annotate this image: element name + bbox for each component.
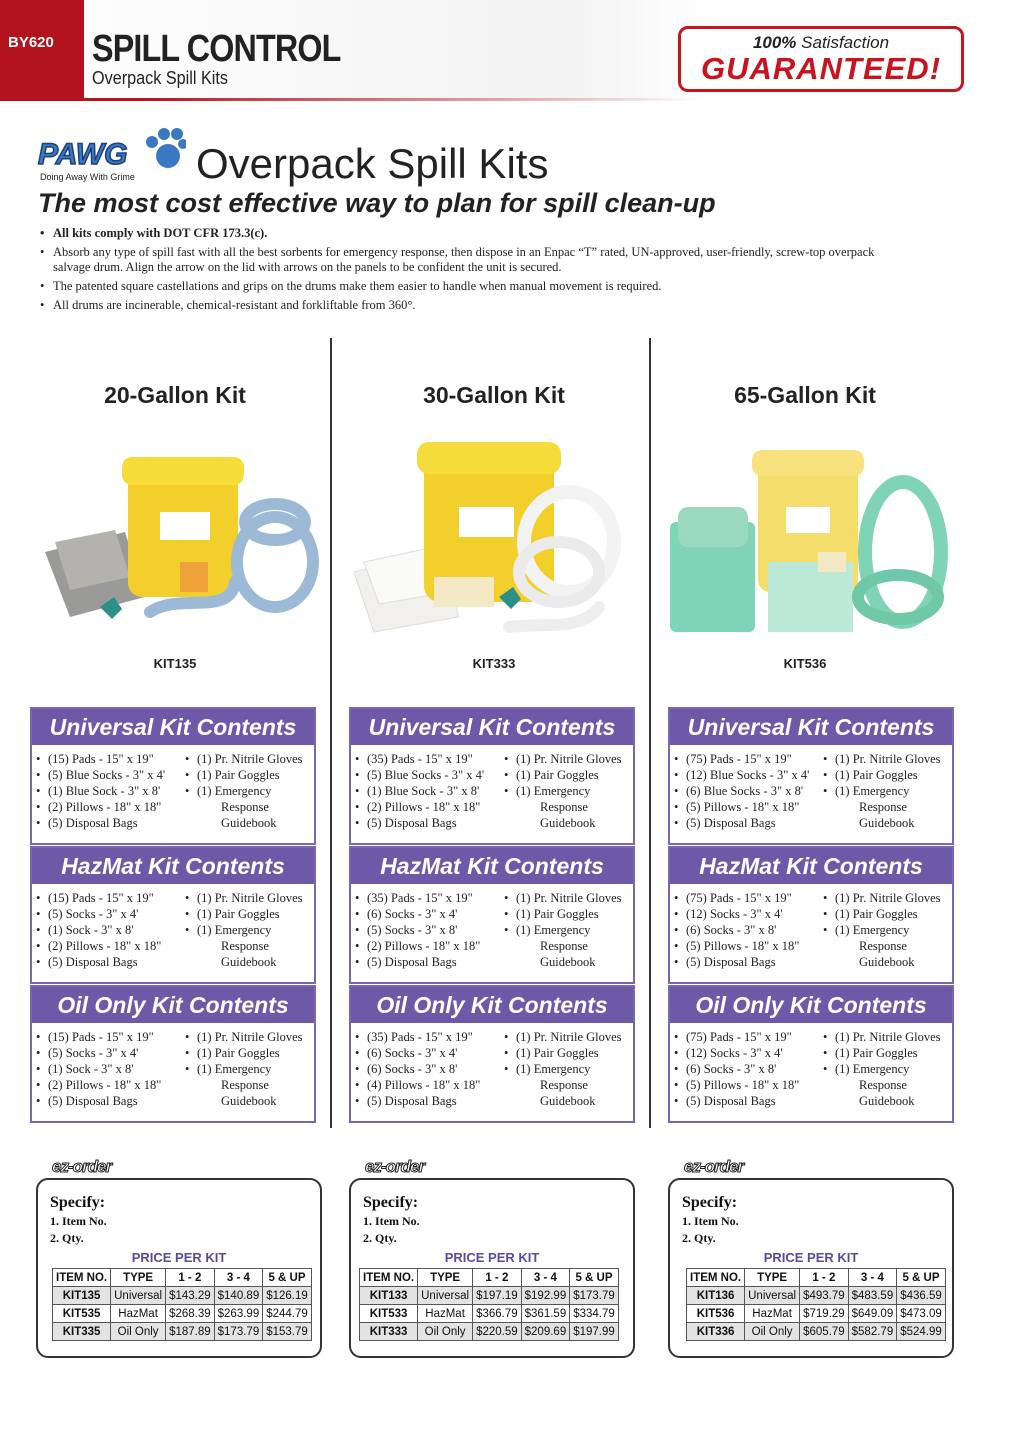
kit-column-65-gallon bbox=[668, 0, 958, 1434]
kit-type: Universal bbox=[418, 1287, 473, 1305]
item-number[interactable]: KIT135 bbox=[53, 1287, 111, 1305]
guarantee-main: GUARANTEED! bbox=[700, 51, 942, 86]
table-row bbox=[360, 1305, 619, 1323]
price-cell: $483.59 bbox=[848, 1287, 897, 1305]
content-item: • (35) Pads - 15" x 19" bbox=[355, 751, 505, 767]
content-item: • (1) Emergency bbox=[185, 783, 313, 799]
content-item: • (1) Pr. Nitrile Gloves bbox=[185, 751, 313, 767]
price-cell: $173.79 bbox=[214, 1323, 263, 1341]
order-box bbox=[349, 1178, 635, 1358]
specify-step: 1. Item No. bbox=[363, 1214, 420, 1228]
kit-type: Oil Only bbox=[745, 1323, 800, 1341]
price-heading: PRICE PER KIT bbox=[131, 1250, 227, 1265]
specify-label: Specify: bbox=[50, 1194, 106, 1211]
oil-only-contents-box bbox=[30, 985, 316, 1123]
item-number[interactable]: KIT535 bbox=[53, 1305, 111, 1323]
table-row bbox=[53, 1305, 312, 1323]
item-number[interactable]: KIT136 bbox=[687, 1287, 745, 1305]
content-item: • (1) Pair Goggles bbox=[185, 767, 313, 783]
content-item: • (1) Emergency bbox=[823, 1061, 951, 1077]
price-cell: $649.09 bbox=[848, 1305, 897, 1323]
content-item: • (12) Socks - 3" x 4' bbox=[674, 906, 824, 922]
table-row bbox=[687, 1323, 946, 1341]
logo-wordmark: PAWG bbox=[38, 138, 128, 171]
content-item: • (5) Disposal Bags bbox=[355, 1093, 505, 1109]
content-item: • (6) Socks - 3" x 8' bbox=[674, 922, 824, 938]
content-item: Response bbox=[540, 939, 588, 953]
content-item: Guidebook bbox=[540, 1094, 596, 1108]
feature-item: • The patented square castellations and grips on the drums make them easier to handle when manual movement is required. bbox=[40, 279, 900, 294]
content-item: • (5) Disposal Bags bbox=[674, 1093, 824, 1109]
guarantee-top-line: 100% Satisfaction bbox=[752, 33, 890, 52]
content-item: • (1) Emergency bbox=[823, 783, 951, 799]
table-row bbox=[53, 1323, 312, 1341]
content-item: • (1) Sock - 3" x 8' bbox=[36, 1061, 186, 1077]
content-item: • (5) Pillows - 18" x 18" bbox=[674, 799, 824, 815]
price-cell: $524.99 bbox=[897, 1323, 946, 1341]
price-col-header: 1 - 2 bbox=[473, 1269, 522, 1287]
universal-contents-heading: Universal Kit Contents bbox=[351, 709, 633, 745]
content-item: • (1) Emergency bbox=[504, 922, 632, 938]
item-number[interactable]: KIT536 bbox=[687, 1305, 745, 1323]
column-divider bbox=[330, 338, 332, 1128]
content-item: • (1) Pair Goggles bbox=[823, 1045, 951, 1061]
content-item: • (1) Emergency bbox=[185, 922, 313, 938]
content-item: • (1) Pr. Nitrile Gloves bbox=[504, 890, 632, 906]
content-item: • (1) Pair Goggles bbox=[185, 906, 313, 922]
table-row bbox=[53, 1287, 312, 1305]
item-number[interactable]: KIT333 bbox=[360, 1323, 418, 1341]
kit-column-30-gallon bbox=[349, 0, 639, 1434]
oil-only-contents-box bbox=[668, 985, 954, 1123]
price-table bbox=[52, 1268, 312, 1341]
content-item: Guidebook bbox=[859, 955, 915, 969]
content-item: Response bbox=[221, 800, 269, 814]
kit-title: 30-Gallon Kit bbox=[423, 382, 565, 408]
specify-step: 2. Qty. bbox=[50, 1231, 84, 1245]
price-cell: $268.39 bbox=[166, 1305, 215, 1323]
content-item: • (75) Pads - 15" x 19" bbox=[674, 1029, 824, 1045]
price-cell: $361.59 bbox=[521, 1305, 570, 1323]
order-box bbox=[36, 1178, 322, 1358]
table-row bbox=[687, 1287, 946, 1305]
content-item: • (5) Pillows - 18" x 18" bbox=[674, 938, 824, 954]
table-row bbox=[360, 1323, 619, 1341]
content-item: • (12) Blue Socks - 3" x 4' bbox=[674, 767, 824, 783]
content-item: • (6) Socks - 3" x 8' bbox=[674, 1061, 824, 1077]
universal-contents-box bbox=[30, 707, 316, 845]
oil-only-contents-box bbox=[349, 985, 635, 1123]
item-number[interactable]: KIT335 bbox=[53, 1323, 111, 1341]
content-item: • (2) Pillows - 18" x 18" bbox=[36, 1077, 186, 1093]
item-number[interactable]: KIT533 bbox=[360, 1305, 418, 1323]
content-item: • (5) Disposal Bags bbox=[36, 954, 186, 970]
kit-photo-65-gallon bbox=[668, 412, 958, 642]
feature-item: • All drums are incinerable, chemical-resistant and forkliftable from 360°. bbox=[40, 298, 900, 313]
price-cell: $334.79 bbox=[570, 1305, 619, 1323]
content-item: • (1) Blue Sock - 3" x 8' bbox=[355, 783, 505, 799]
kit-type: Universal bbox=[745, 1287, 800, 1305]
column-divider bbox=[649, 338, 651, 1128]
table-row bbox=[687, 1305, 946, 1323]
content-item: • (5) Pillows - 18" x 18" bbox=[674, 1077, 824, 1093]
section-title: SPILL CONTROL bbox=[92, 28, 341, 70]
specify-label: Specify: bbox=[363, 1194, 419, 1211]
content-item: • (1) Pair Goggles bbox=[504, 1045, 632, 1061]
price-col-header: TYPE bbox=[418, 1269, 473, 1287]
content-item: • (5) Disposal Bags bbox=[36, 815, 186, 831]
kit-photo-20-gallon bbox=[30, 412, 320, 642]
content-item: • (35) Pads - 15" x 19" bbox=[355, 1029, 505, 1045]
kit-title: 20-Gallon Kit bbox=[104, 382, 246, 408]
content-item: Response bbox=[540, 1078, 588, 1092]
content-item: • (1) Emergency bbox=[185, 1061, 313, 1077]
specify-step: 2. Qty. bbox=[363, 1231, 397, 1245]
content-item: Guidebook bbox=[221, 816, 277, 830]
page-code: BY620 bbox=[8, 34, 54, 51]
content-item: • (15) Pads - 15" x 19" bbox=[36, 1029, 186, 1045]
content-item: • (1) Pair Goggles bbox=[504, 767, 632, 783]
content-item: • (4) Pillows - 18" x 18" bbox=[355, 1077, 505, 1093]
content-item: • (1) Emergency bbox=[504, 783, 632, 799]
price-col-header: 1 - 2 bbox=[166, 1269, 215, 1287]
price-col-header: TYPE bbox=[745, 1269, 800, 1287]
hazmat-contents-heading: HazMat Kit Contents bbox=[670, 848, 952, 884]
hazmat-contents-box bbox=[30, 846, 316, 984]
price-col-header: 3 - 4 bbox=[521, 1269, 570, 1287]
kit-column-20-gallon bbox=[30, 0, 320, 1434]
specify-label: Specify: bbox=[682, 1194, 738, 1211]
universal-contents-heading: Universal Kit Contents bbox=[670, 709, 952, 745]
content-item: Response bbox=[859, 800, 907, 814]
specify-step: 1. Item No. bbox=[50, 1214, 107, 1228]
content-item: • (2) Pillows - 18" x 18" bbox=[355, 938, 505, 954]
price-cell: $140.89 bbox=[214, 1287, 263, 1305]
kit-type: HazMat bbox=[745, 1305, 800, 1323]
price-cell: $244.79 bbox=[263, 1305, 312, 1323]
kit-type: HazMat bbox=[111, 1305, 166, 1323]
price-heading: PRICE PER KIT bbox=[444, 1250, 540, 1265]
content-item: • (12) Socks - 3" x 4' bbox=[674, 1045, 824, 1061]
price-col-header: 1 - 2 bbox=[800, 1269, 849, 1287]
oil-only-contents-heading: Oil Only Kit Contents bbox=[351, 987, 633, 1023]
price-cell: $605.79 bbox=[800, 1323, 849, 1341]
price-cell: $263.99 bbox=[214, 1305, 263, 1323]
content-item: • (75) Pads - 15" x 19" bbox=[674, 751, 824, 767]
universal-contents-box bbox=[668, 707, 954, 845]
content-item: Response bbox=[859, 939, 907, 953]
content-item: • (1) Pr. Nitrile Gloves bbox=[185, 1029, 313, 1045]
content-item: • (6) Socks - 3" x 8' bbox=[355, 1061, 505, 1077]
content-item: • (5) Blue Socks - 3" x 4' bbox=[355, 767, 505, 783]
content-item: • (5) Disposal Bags bbox=[355, 954, 505, 970]
content-item: • (75) Pads - 15" x 19" bbox=[674, 890, 824, 906]
content-item: • (1) Emergency bbox=[504, 1061, 632, 1077]
price-col-header: 3 - 4 bbox=[214, 1269, 263, 1287]
content-item: Response bbox=[859, 1078, 907, 1092]
content-item: • (1) Pr. Nitrile Gloves bbox=[185, 890, 313, 906]
price-cell: $582.79 bbox=[848, 1323, 897, 1341]
price-heading: PRICE PER KIT bbox=[763, 1250, 859, 1265]
hazmat-contents-box bbox=[349, 846, 635, 984]
price-col-header: ITEM NO. bbox=[53, 1269, 111, 1287]
content-item: • (2) Pillows - 18" x 18" bbox=[355, 799, 505, 815]
content-item: • (2) Pillows - 18" x 18" bbox=[36, 938, 186, 954]
price-cell: $197.19 bbox=[473, 1287, 522, 1305]
price-cell: $187.89 bbox=[166, 1323, 215, 1341]
price-cell: $719.29 bbox=[800, 1305, 849, 1323]
page-tagline: The most cost effective way to plan for spill clean-up bbox=[38, 188, 716, 218]
content-item: • (5) Disposal Bags bbox=[355, 815, 505, 831]
content-item: • (15) Pads - 15" x 19" bbox=[36, 890, 186, 906]
price-col-header: ITEM NO. bbox=[687, 1269, 745, 1287]
section-subtitle: Overpack Spill Kits bbox=[92, 68, 228, 88]
logo-tagline: Doing Away With Grime bbox=[40, 172, 135, 182]
content-item: • (6) Socks - 3" x 4' bbox=[355, 1045, 505, 1061]
content-item: Guidebook bbox=[540, 816, 596, 830]
price-col-header: ITEM NO. bbox=[360, 1269, 418, 1287]
price-table bbox=[359, 1268, 619, 1341]
oil-only-contents-heading: Oil Only Kit Contents bbox=[670, 987, 952, 1023]
price-cell: $153.79 bbox=[263, 1323, 312, 1341]
kit-type: Oil Only bbox=[418, 1323, 473, 1341]
universal-contents-heading: Universal Kit Contents bbox=[32, 709, 314, 745]
content-item: Response bbox=[540, 800, 588, 814]
kit-type: Universal bbox=[111, 1287, 166, 1305]
price-cell: $493.79 bbox=[800, 1287, 849, 1305]
price-cell: $436.59 bbox=[897, 1287, 946, 1305]
content-item: • (1) Pr. Nitrile Gloves bbox=[823, 890, 951, 906]
price-col-header: 5 & UP bbox=[897, 1269, 946, 1287]
content-item: Guidebook bbox=[221, 1094, 277, 1108]
content-item: • (1) Pr. Nitrile Gloves bbox=[823, 1029, 951, 1045]
price-col-header: 5 & UP bbox=[570, 1269, 619, 1287]
content-item: • (5) Disposal Bags bbox=[674, 954, 824, 970]
price-col-header: 3 - 4 bbox=[848, 1269, 897, 1287]
content-item: • (5) Socks - 3" x 8' bbox=[355, 922, 505, 938]
specify-step: 1. Item No. bbox=[682, 1214, 739, 1228]
price-cell: $192.99 bbox=[521, 1287, 570, 1305]
order-box bbox=[668, 1178, 954, 1358]
content-item: • (1) Pair Goggles bbox=[823, 767, 951, 783]
kit-type: Oil Only bbox=[111, 1323, 166, 1341]
content-item: Guidebook bbox=[221, 955, 277, 969]
kit-photo-label: KIT333 bbox=[472, 656, 516, 671]
price-cell: $173.79 bbox=[570, 1287, 619, 1305]
price-table bbox=[686, 1268, 946, 1341]
feature-item: • Absorb any type of spill fast with all the best sorbents for emergency response, then dispose in an Enpac “T” rated, UN-approved, user-friendly, screw-top overpack salvage drum. Align the arrow on the lid with arrows on the panels to be confident the unit is secured. bbox=[40, 245, 900, 275]
price-col-header: TYPE bbox=[111, 1269, 166, 1287]
kit-photo-30-gallon bbox=[349, 412, 639, 642]
oil-only-contents-heading: Oil Only Kit Contents bbox=[32, 987, 314, 1023]
content-item: Guidebook bbox=[859, 1094, 915, 1108]
page-title: Overpack Spill Kits bbox=[196, 140, 549, 187]
price-cell: $209.69 bbox=[521, 1323, 570, 1341]
content-item: • (1) Pair Goggles bbox=[823, 906, 951, 922]
content-item: • (1) Blue Sock - 3" x 8' bbox=[36, 783, 186, 799]
hazmat-contents-box bbox=[668, 846, 954, 984]
content-item: • (5) Disposal Bags bbox=[674, 815, 824, 831]
content-item: • (35) Pads - 15" x 19" bbox=[355, 890, 505, 906]
item-number[interactable]: KIT336 bbox=[687, 1323, 745, 1341]
content-item: • (1) Pr. Nitrile Gloves bbox=[504, 1029, 632, 1045]
content-item: Response bbox=[221, 1078, 269, 1092]
content-item: • (1) Pr. Nitrile Gloves bbox=[504, 751, 632, 767]
content-item: • (2) Pillows - 18" x 18" bbox=[36, 799, 186, 815]
table-row bbox=[360, 1287, 619, 1305]
specify-step: 2. Qty. bbox=[682, 1231, 716, 1245]
content-item: • (1) Pair Goggles bbox=[504, 906, 632, 922]
content-item: • (5) Socks - 3" x 4' bbox=[36, 1045, 186, 1061]
feature-item: • All kits comply with DOT CFR 173.3(c). bbox=[40, 226, 900, 241]
content-item: • (1) Pair Goggles bbox=[185, 1045, 313, 1061]
content-item: • (1) Sock - 3" x 8' bbox=[36, 922, 186, 938]
content-item: • (5) Blue Socks - 3" x 4' bbox=[36, 767, 186, 783]
ez-order-logo: ez-order bbox=[365, 1157, 425, 1176]
content-item: • (5) Socks - 3" x 4' bbox=[36, 906, 186, 922]
content-item: • (5) Disposal Bags bbox=[36, 1093, 186, 1109]
kit-photo-label: KIT135 bbox=[153, 656, 197, 671]
content-item: • (1) Emergency bbox=[823, 922, 951, 938]
content-item: • (6) Socks - 3" x 4' bbox=[355, 906, 505, 922]
kit-photo-label: KIT536 bbox=[783, 656, 827, 671]
price-col-header: 5 & UP bbox=[263, 1269, 312, 1287]
content-item: • (15) Pads - 15" x 19" bbox=[36, 751, 186, 767]
price-cell: $197.99 bbox=[570, 1323, 619, 1341]
price-cell: $143.29 bbox=[166, 1287, 215, 1305]
content-item: • (1) Pr. Nitrile Gloves bbox=[823, 751, 951, 767]
kit-title: 65-Gallon Kit bbox=[734, 382, 876, 408]
ez-order-logo: ez-order bbox=[684, 1157, 744, 1176]
price-cell: $220.59 bbox=[473, 1323, 522, 1341]
hazmat-contents-heading: HazMat Kit Contents bbox=[351, 848, 633, 884]
content-item: Guidebook bbox=[859, 816, 915, 830]
kit-type: HazMat bbox=[418, 1305, 473, 1323]
price-cell: $126.19 bbox=[263, 1287, 312, 1305]
hazmat-contents-heading: HazMat Kit Contents bbox=[32, 848, 314, 884]
universal-contents-box bbox=[349, 707, 635, 845]
price-cell: $473.09 bbox=[897, 1305, 946, 1323]
price-cell: $366.79 bbox=[473, 1305, 522, 1323]
item-number[interactable]: KIT133 bbox=[360, 1287, 418, 1305]
content-item: • (6) Blue Socks - 3" x 8' bbox=[674, 783, 824, 799]
ez-order-logo: ez-order bbox=[52, 1157, 112, 1176]
content-item: Guidebook bbox=[540, 955, 596, 969]
content-item: Response bbox=[221, 939, 269, 953]
